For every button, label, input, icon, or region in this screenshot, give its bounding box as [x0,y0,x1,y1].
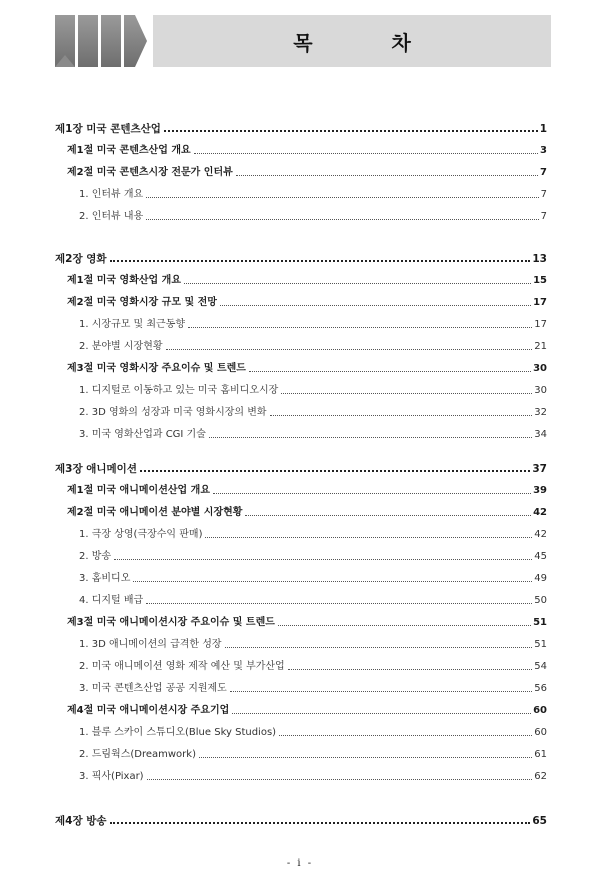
dot-leader [236,175,538,176]
header-band [153,15,551,67]
toc-page: 60 [533,705,547,716]
toc-title: 3. 픽사(Pixar) [79,771,144,782]
dot-leader [133,581,532,582]
toc-page: 30 [534,385,547,396]
toc-title: 4. 디지털 배급 [79,595,144,606]
toc-title: 1. 시장규모 및 최근동향 [79,319,186,330]
toc-page: 49 [534,573,547,584]
dot-leader [110,260,531,262]
toc-page: 51 [533,617,547,628]
toc-chapter-3[interactable] [55,458,547,476]
toc-page: 1 [539,123,547,135]
toc-title: 1. 블루 스카이 스튜디오(Blue Sky Studios) [79,727,277,738]
toc-item[interactable] [55,314,547,332]
toc-item[interactable] [55,424,547,442]
toc-item[interactable] [55,546,547,564]
toc-page: 7 [540,211,547,222]
toc-item[interactable] [55,206,547,224]
toc-section[interactable] [55,480,547,498]
toc-title: 제1절 미국 영화산업 개요 [67,275,182,286]
toc-section[interactable] [55,162,547,180]
toc-title: 2. 드림웍스(Dreamwork) [79,749,196,760]
dot-leader [110,822,531,824]
page-number: - i - [286,858,314,869]
dot-leader [147,779,533,780]
dot-leader [279,735,532,736]
dot-leader [270,415,533,416]
dot-leader [146,197,538,198]
toc-title: 제2절 미국 콘텐츠시장 전문가 인터뷰 [67,167,233,178]
dot-leader [245,515,531,516]
toc-page: 32 [534,407,547,418]
toc-page: 42 [534,529,547,540]
toc-item[interactable] [55,590,547,608]
toc-item[interactable] [55,184,547,202]
toc-title: 1. 인터뷰 개요 [79,189,144,200]
toc-section[interactable] [55,612,547,630]
header-decoration [55,15,147,67]
dot-leader [184,283,531,284]
toc-page: 45 [534,551,547,562]
dot-leader [232,713,531,714]
toc-page: 61 [534,749,547,760]
dot-leader [278,625,531,626]
dot-leader [281,393,532,394]
toc-title: 제1장 미국 콘텐츠산업 [55,123,161,135]
toc-section[interactable] [55,270,547,288]
toc-title: 제3절 미국 영화시장 주요이슈 및 트렌드 [67,363,246,374]
toc-page: 54 [534,661,547,672]
toc-section[interactable] [55,140,547,158]
toc-page: 51 [534,639,547,650]
toc-page: 50 [534,595,547,606]
dot-leader [199,757,532,758]
toc-page: 65 [532,815,547,827]
toc-page: 60 [534,727,547,738]
toc-page: 34 [534,429,547,440]
dot-leader [146,603,532,604]
toc-title: 3. 미국 영화산업과 CGI 기술 [79,429,206,440]
dot-leader [164,130,538,132]
dot-leader [213,493,531,494]
dot-leader [194,153,538,154]
toc-title: 2. 3D 영화의 성장과 미국 영화시장의 변화 [79,407,267,418]
page-title: 목 차 [293,30,447,55]
toc-title: 제4장 방송 [55,815,107,827]
toc-item[interactable] [55,722,547,740]
toc-title: 제1절 미국 애니메이션산업 개요 [67,485,210,496]
toc-section[interactable] [55,358,547,376]
toc-chapter-1[interactable] [55,118,547,136]
toc-title: 1. 3D 애니메이션의 급격한 성장 [79,639,222,650]
dot-leader [288,669,533,670]
toc-title: 1. 디지털로 이동하고 있는 미국 홈비디오시장 [79,385,279,396]
toc-page: 7 [540,167,547,178]
dot-leader [225,647,533,648]
toc-page: 62 [534,771,547,782]
toc-title: 2. 인터뷰 내용 [79,211,144,222]
toc-item[interactable] [55,524,547,542]
toc-section[interactable] [55,292,547,310]
toc-chapter-2[interactable] [55,248,547,266]
toc-title: 제2절 미국 애니메이션 분야별 시장현황 [67,507,243,518]
toc-item[interactable] [55,744,547,762]
toc-page: 21 [534,341,547,352]
toc-page: 30 [533,363,547,374]
toc-page: 37 [532,463,547,475]
toc-page: 39 [533,485,547,496]
toc-title: 1. 극장 상영(극장수익 판매) [79,529,203,540]
dot-leader [230,691,532,692]
toc-item[interactable] [55,336,547,354]
toc-item[interactable] [55,678,547,696]
dot-leader [209,437,532,438]
dot-leader [114,559,532,560]
toc-title: 제2장 영화 [55,253,107,265]
dot-leader [220,305,531,306]
toc-page: 15 [533,275,547,286]
dot-leader [249,371,531,372]
toc-page: 17 [533,297,547,308]
dot-leader [146,219,538,220]
toc-title: 2. 미국 애니메이션 영화 제작 예산 및 부가산업 [79,661,285,672]
toc-section[interactable] [55,700,547,718]
toc-item[interactable] [55,568,547,586]
toc-section[interactable] [55,502,547,520]
toc-title: 3. 미국 콘텐츠산업 공공 지원제도 [79,683,227,694]
dot-leader [205,537,532,538]
toc-title: 2. 방송 [79,551,112,562]
toc-page: 13 [532,253,547,265]
toc-page: 56 [534,683,547,694]
toc-chapter-4[interactable] [55,810,547,828]
toc-page: 42 [533,507,547,518]
toc-item[interactable] [55,380,547,398]
toc-title: 제3장 애니메이션 [55,463,137,475]
toc-page: 3 [540,145,547,156]
toc-title: 3. 홈비디오 [79,573,131,584]
toc-item[interactable] [55,634,547,652]
dot-leader [166,349,533,350]
dot-leader [188,327,532,328]
toc-title: 2. 분야별 시장현황 [79,341,163,352]
toc-item[interactable] [55,766,547,784]
toc-title: 제1절 미국 콘텐츠산업 개요 [67,145,191,156]
toc-item[interactable] [55,656,547,674]
toc-page: 17 [534,319,547,330]
toc-title: 제4절 미국 애니메이션시장 주요기업 [67,705,230,716]
dot-leader [140,470,530,472]
toc-page: 7 [540,189,547,200]
toc-item[interactable] [55,402,547,420]
toc-title: 제2절 미국 영화시장 규모 및 전망 [67,297,217,308]
toc-title: 제3절 미국 애니메이션시장 주요이슈 및 트렌드 [67,617,275,628]
